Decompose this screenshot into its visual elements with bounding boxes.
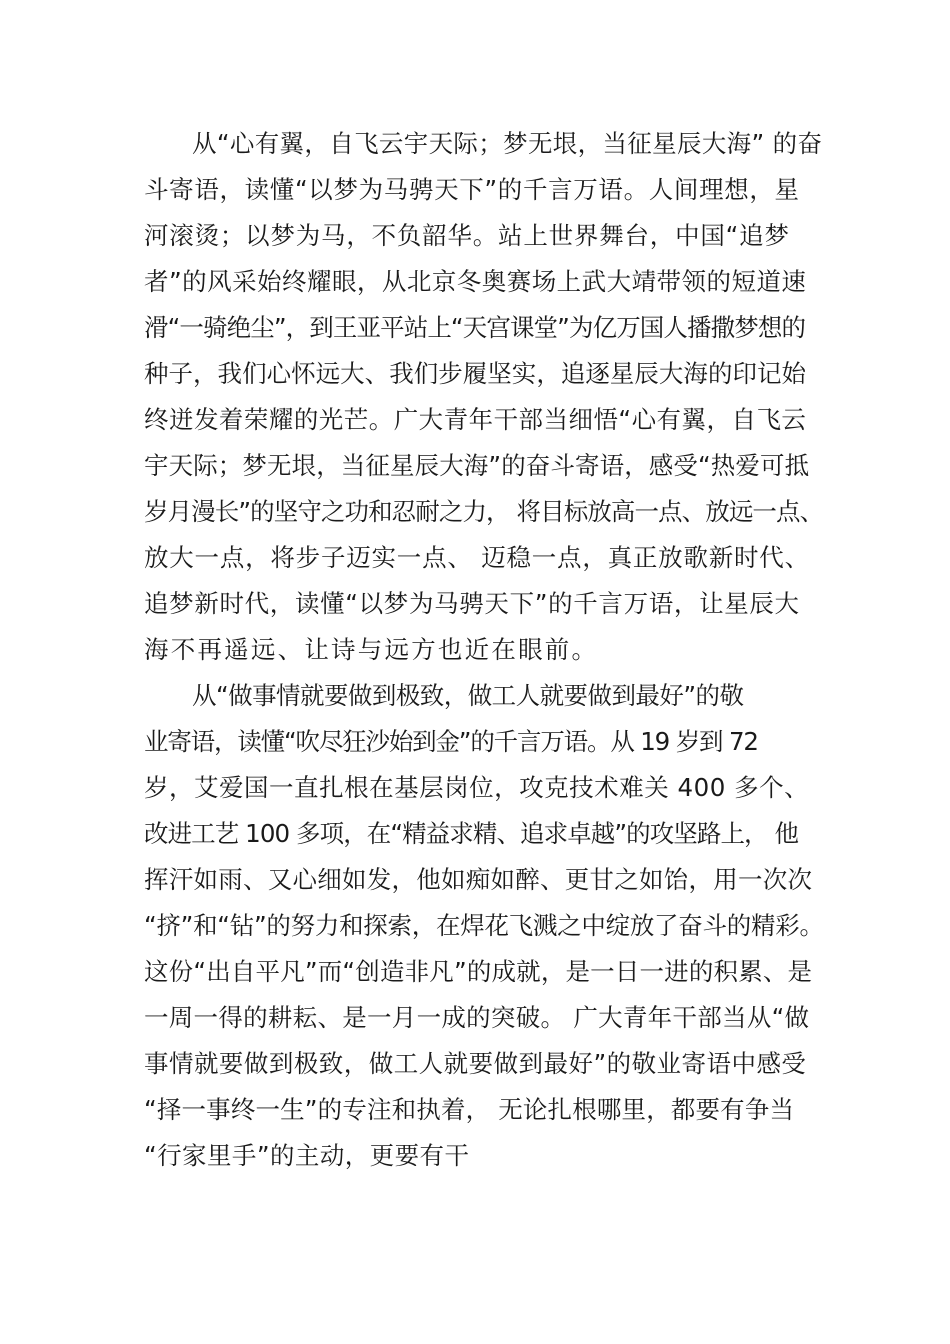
paragraph-2-line-2: 业寄语，读懂“吹尽狂沙始到金”的千言万语。从 19 岁到 72 — [144, 727, 758, 756]
paragraph-2-line-4: 改进工艺 100 多项，在“精益求精、追求卓越”的攻坚路上， 他 — [144, 819, 799, 848]
paragraph-1-line-11: 追梦新时代，读懂“以梦为马骋天下”的千言万语，让星辰大 — [144, 589, 800, 618]
paragraph-1-line-8: 宇天际；梦无垠，当征星辰大海”的奋斗寄语，感受“热爱可抵 — [144, 451, 810, 480]
paragraph-2-line-7: 这份“出自平凡”而“创造非凡”的成就，是一日一进的积累、是 — [144, 957, 813, 986]
paragraph-1-line-7: 终迸发着荣耀的光芒。广大青年干部当细悟“心有翼，自飞云 — [144, 405, 807, 434]
paragraph-2-line-8: 一周一得的耕耘、是一月一成的突破。 广大青年干部当从“做 — [144, 1003, 810, 1032]
paragraph-1-line-6: 种子，我们心怀远大、我们步履坚实，追逐星辰大海的印记始 — [144, 359, 807, 388]
paragraph-2-line-3: 岁，艾爱国一直扎根在基层岗位，攻克技术难关 400 多个、 — [144, 773, 810, 802]
paragraph-1-line-2: 斗寄语，读懂“以梦为马骋天下”的千言万语。人间理想，星 — [144, 175, 800, 204]
paragraph-1-line-10: 放大一点，将步子迈实一点、 迈稳一点，真正放歌新时代、 — [144, 543, 810, 572]
paragraph-1-line-9: 岁月漫长”的坚守之功和忍耐之力， 将目标放高一点、放远一点、 — [144, 497, 824, 526]
paragraph-2-line-10: “择一事终一生”的专注和执着， 无论扎根哪里，都要有争当 — [144, 1095, 795, 1124]
paragraph-1-line-3: 河滚烫；以梦为马，不负韶华。站上世界舞台，中国“追梦 — [144, 221, 790, 250]
paragraph-2-line-1: 从“做事情就要做到极致，做工人就要做到最好”的敬 — [192, 681, 744, 710]
paragraph-2-line-9: 事情就要做到极致，做工人就要做到最好”的敬业寄语中感受 — [144, 1049, 807, 1078]
paragraph-1-line-12: 海不再遥远、让诗与远方也近在眼前。 — [144, 635, 599, 664]
paragraph-1-line-1: 从“心有翼，自飞云宇天际；梦无垠，当征星辰大海” 的奋 — [192, 129, 823, 158]
paragraph-2-line-6: “挤”和“钻”的努力和探索，在焊花飞溅之中绽放了奋斗的精彩。 — [144, 911, 824, 940]
paragraph-2-line-11: “行家里手”的主动，更要有干 — [144, 1141, 470, 1170]
paragraph-1-line-5: 滑“一骑绝尘”，到王亚平站上“天宫课堂”为亿万国人播撒梦想的 — [144, 313, 806, 342]
paragraph-1-line-4: 者”的风采始终耀眼，从北京冬奥赛场上武大靖带领的短道速 — [144, 267, 807, 296]
paragraph-2-line-5: 挥汗如雨、又心细如发，他如痴如醉、更甘之如饴，用一次次 — [144, 865, 813, 894]
